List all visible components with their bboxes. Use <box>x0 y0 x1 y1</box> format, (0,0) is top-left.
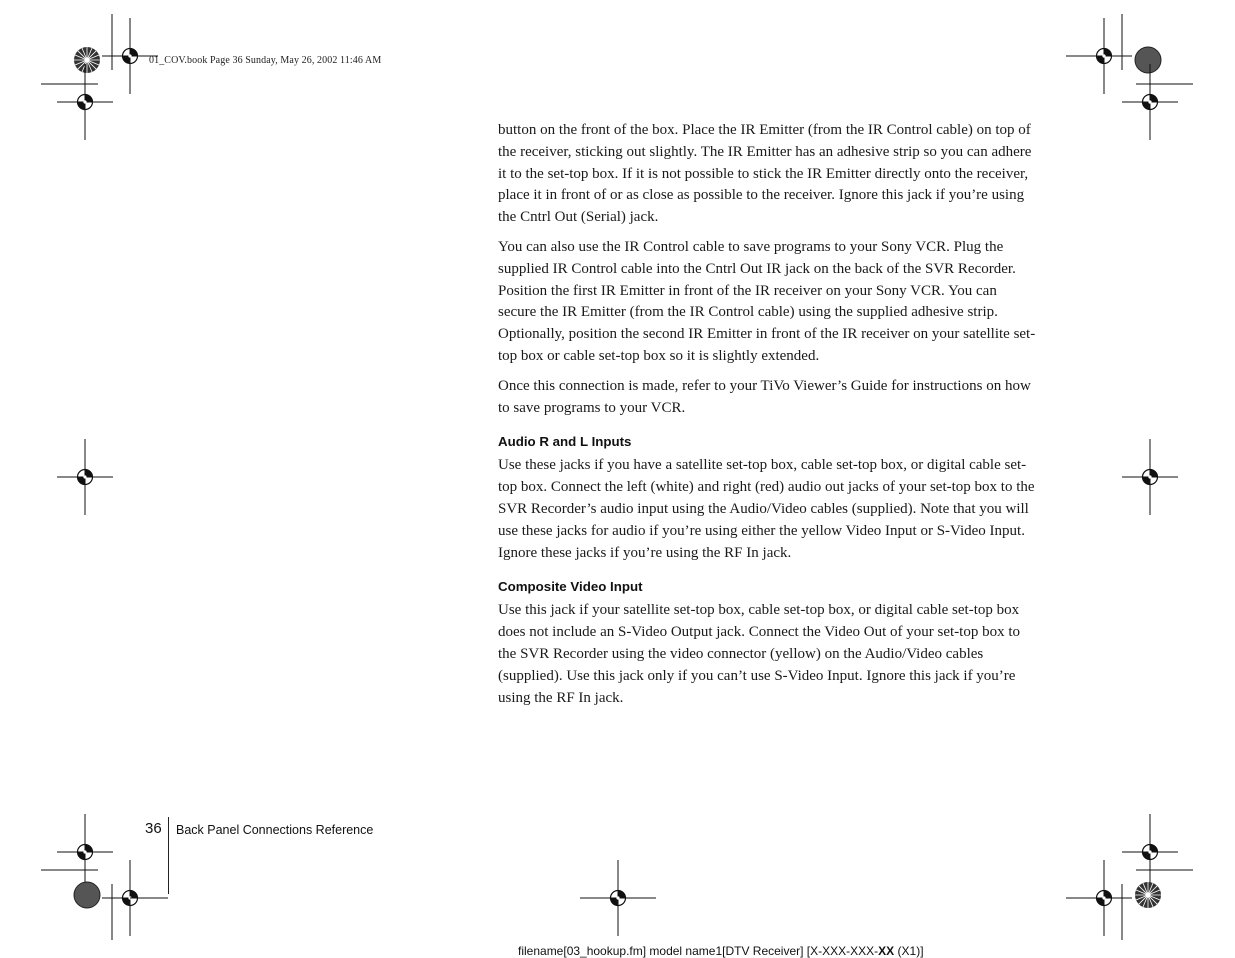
slug-suffix: (X1)] <box>894 944 924 958</box>
registration-mark-right-upper <box>1122 64 1178 140</box>
section-heading-video: Composite Video Input <box>498 579 643 595</box>
paragraph-video: Use this jack if your satellite set-top box, cable set-top box, or digital cable set-top box does not include an S-Video Output jack. Connect the Video Out of your set-top box to the SVR Recorder using the video connector (yellow) on the Audio/Video cables (supplied). Use this jack only if you can’t use S-Video Input. Ignore this jack if you’re using the RF In jack. <box>498 602 1020 706</box>
slug-bold: XX <box>878 944 895 958</box>
registration-mark-top-right <box>1076 18 1132 94</box>
paragraph: Once this connection is made, refer to your TiVo Viewer’s Guide for instructions on how to save programs to your VCR. <box>498 377 1031 416</box>
footer-divider <box>168 817 169 894</box>
bottom-file-slug <box>518 944 924 958</box>
page-body <box>498 120 1038 717</box>
dot-mark-bottom-left <box>74 882 100 908</box>
registration-mark-left-upper <box>57 64 113 140</box>
page-number: 36 <box>145 820 162 837</box>
file-info-slug: 01_COV.book Page 36 Sunday, May 26, 2002 11:46 AM <box>149 55 382 66</box>
paragraph: You can also use the IR Control cable to save programs to your Sony VCR. Plug the supplied IR Control cable into the Cntrl Out IR jack on the back of the SVR Recorder. Position the first IR Emitter in front of the IR receiver on your Sony VCR. You can secure the IR Emitter (from the IR Control cable) using the supplied adhesive strip. Optionally, position the second IR Emitter in front of the IR receiver on your satellite set-top box or cable set-top box so it is slightly extended. <box>498 238 1036 364</box>
star-mark-top-left <box>74 47 100 73</box>
registration-mark-bottom-right <box>1076 860 1132 936</box>
slug-prefix: filename[03_hookup.fm] model name1[DTV Receiver] [X-XXX-XXX- <box>518 944 879 958</box>
registration-mark-right-lower <box>1122 814 1178 890</box>
footer-section-title: Back Panel Connections Reference <box>176 823 374 837</box>
registration-mark-right-middle <box>1122 439 1178 515</box>
dot-mark-top-right <box>1135 47 1161 73</box>
paragraph-audio: Use these jacks if you have a satellite set-top box, cable set-top box, or digital cable set-top box. Connect the left (white) and right (red) audio out jacks of your set-top box to the SVR Recorder’s audio input using the Audio/Video cables (supplied). Note that you will use these jacks for audio if you’re using either the yellow Video Input or S-Video Input. Ignore these jacks if you’re using the RF In jack. <box>498 457 1035 561</box>
section-heading-audio: Audio R and L Inputs <box>498 434 632 450</box>
star-mark-bottom-right <box>1135 882 1161 908</box>
registration-mark-left-lower <box>57 814 113 890</box>
paragraph: button on the front of the box. Place the IR Emitter (from the IR Control cable) on top of the receiver, sticking out slightly. The IR Emitter has an adhesive strip so you can adhere it to the set-top box. If it is not possible to stick the IR Emitter directly onto the receiver, place it in front of or as close as possible to the receiver. Ignore this jack if you’re using the Cntrl Out (Serial) jack. <box>498 122 1032 226</box>
registration-mark-left-middle <box>57 439 113 515</box>
registration-mark-bottom-center <box>590 860 646 936</box>
